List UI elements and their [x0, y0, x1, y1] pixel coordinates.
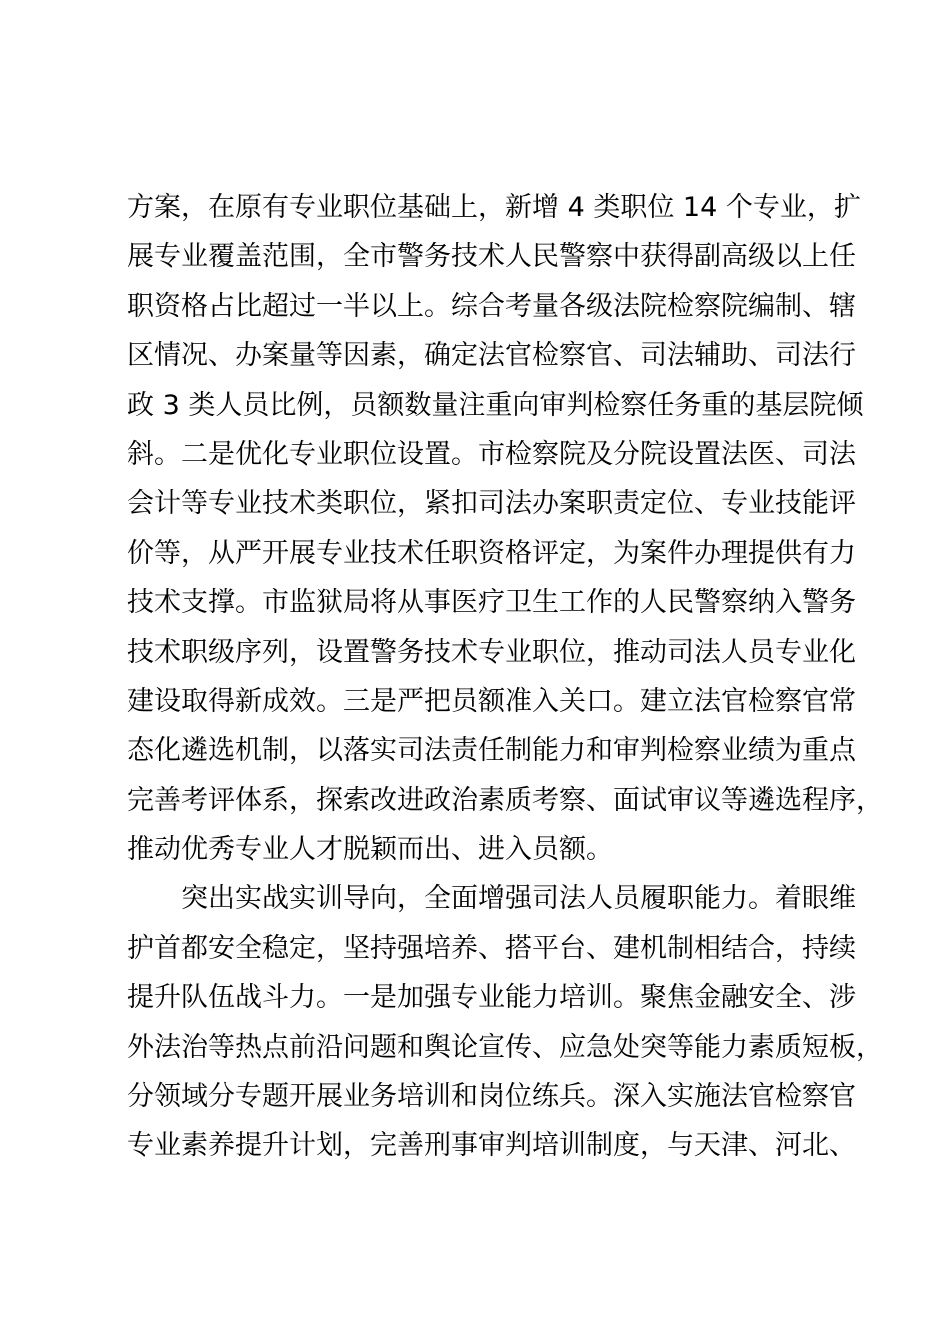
paragraph [127, 874, 883, 1170]
text-line: 技术职级序列，设置警务技术专业职位，推动司法人员专业化 [127, 636, 856, 668]
text-line: 价等，从严开展专业技术任职资格评定，为案件办理提供有力 [127, 537, 856, 569]
text-line: 技术支撑。市监狱局将从事医疗卫生工作的人民警察纳入警务 [127, 587, 856, 619]
text-line: 态化遴选机制，以落实司法责任制能力和审判检察业绩为重点 [127, 735, 856, 767]
text-line: 完善考评体系，探索改进政治素质考察、面试审议等遴选程序， [127, 784, 883, 816]
text-line: 推动优秀专业人才脱颖而出、进入员额。 [127, 834, 613, 866]
text-line: 方案，在原有专业职位基础上，新增 4 类职位 14 个专业，扩 [127, 192, 861, 223]
paragraph [127, 183, 883, 874]
text-line: 展专业覆盖范围，全市警务技术人民警察中获得副高级以上任 [127, 241, 856, 273]
text-line: 建设取得新成效。三是严把员额准入关口。建立法官检察官常 [127, 685, 856, 717]
text-line: 区情况、办案量等因素，确定法官检察官、司法辅助、司法行 [127, 340, 856, 372]
text-line: 分领域分专题开展业务培训和岗位练兵。深入实施法官检察官 [127, 1081, 856, 1113]
text-line: 外法治等热点前沿问题和舆论宣传、应急处突等能力素质短板， [127, 1031, 883, 1063]
text-line: 会计等专业技术类职位，紧扣司法办案职责定位、专业技能评 [127, 488, 856, 520]
text-line: 斜。二是优化专业职位设置。市检察院及分院设置法医、司法 [127, 438, 856, 470]
text-line: 提升队伍战斗力。一是加强专业能力培训。聚焦金融安全、涉 [127, 982, 856, 1014]
text-line: 政 3 类人员比例，员额数量注重向审判检察任务重的基层院倾 [127, 389, 864, 421]
text-line: 护首都安全稳定，坚持强培养、搭平台、建机制相结合，持续 [127, 932, 856, 964]
text-line: 职资格占比超过一半以上。综合考量各级法院检察院编制、辖 [127, 290, 856, 322]
document-body [127, 183, 883, 1171]
text-line: 专业素养提升计划，完善刑事审判培训制度，与天津、河北、 [127, 1130, 856, 1162]
text-line: 突出实战实训导向，全面增强司法人员履职能力。着眼维 [181, 883, 856, 915]
